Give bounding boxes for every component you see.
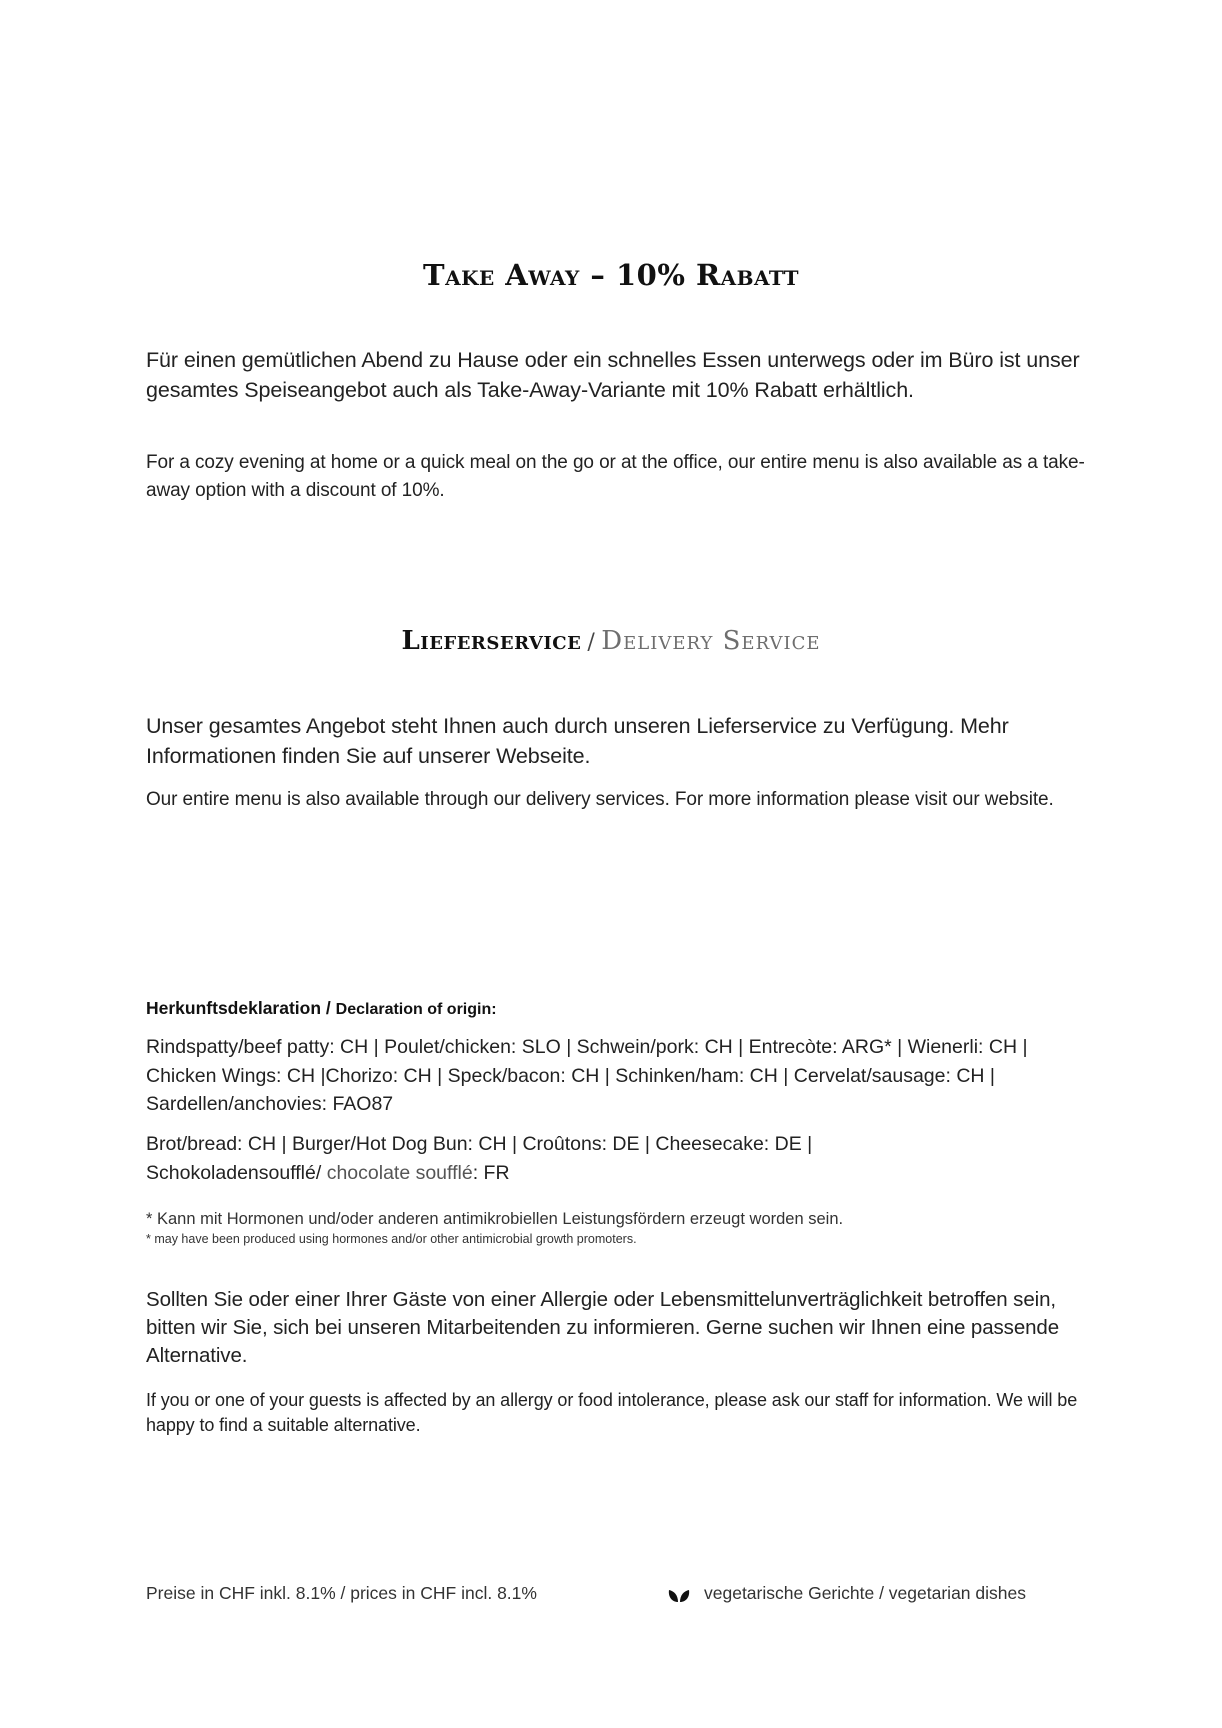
origin-heading [146,998,497,1019]
origin-heading-de: Herkunftsdeklaration / [146,998,331,1018]
origin-other-part3: : FR [472,1161,510,1184]
delivery-heading [0,626,1222,656]
leaf-icon [668,1587,690,1601]
origin-heading-en: Declaration of origin: [335,1001,497,1018]
origin-meat-list: Rindspatty/beef patty: CH | Poulet/chicken: SLO | Schwein/pork: CH | Entrecòte: ARG* | Wienerli: CH | Chicken Wings: CH |Chorizo: CH | Speck/bacon: CH | Schinken/ham: CH | Cervelat/sausage: CH | Sardellen/anchovies: FAO87 [146,1036,1028,1115]
prices-note: Preise in CHF inkl. 8.1% / prices in CHF incl. 8.1% [146,1583,537,1603]
origin-other-list [146,1130,976,1187]
delivery-text-de: Unser gesamtes Angebot steht Ihnen auch durch unseren Lieferservice zu Verfügung. Mehr Informationen finden Sie auf unserer Webseite. [146,714,1009,768]
vegetarian-label: vegetarische Gerichte / vegetarian dishes [704,1583,1026,1603]
allergy-text-en: If you or one of your guests is affected by an allergy or food intolerance, please ask our staff for information. We will be happy to find a suitable alternative. [146,1390,1078,1435]
takeaway-text-en: For a cozy evening at home or a quick meal on the go or at the office, our entire menu is also available as a take-away option with a discount of 10%. [146,452,1085,501]
footnote-de: * Kann mit Hormonen und/oder anderen antimikrobiellen Leistungsfördern erzeugt worden sein. [146,1210,844,1228]
delivery-heading-de: Lieferservice [401,626,582,656]
origin-other-part2: chocolate soufflé [321,1161,473,1184]
heading-separator: / [587,630,596,655]
takeaway-text-de: Für einen gemütlichen Abend zu Hause oder ein schnelles Essen unterwegs oder im Büro ist unser gesamtes Speiseangebot auch als Take-Away-Variante mit 10% Rabatt erhältlich. [146,348,1080,402]
footnote-en: * may have been produced using hormones and/or other antimicrobial growth promoters. [146,1232,637,1246]
delivery-text-en: Our entire menu is also available through our delivery services. For more information please visit our website. [146,789,1054,810]
delivery-heading-en: Delivery Service [601,626,821,656]
allergy-text-de: Sollten Sie oder einer Ihrer Gäste von einer Allergie oder Lebensmittelunverträglichkeit betroffen sein, bitten wir Sie, sich bei unseren Mitarbeitenden zu informieren. Gerne suchen wir Ihnen eine passende Alternative. [146,1288,1060,1367]
takeaway-heading: Take Away – 10% Rabatt [422,258,799,292]
vegetarian-legend [668,1583,1026,1604]
origin-other-part1: Brot/bread: CH | Burger/Hot Dog Bun: CH | Croûtons: DE | Cheesecake: DE | Schokoladensoufflé/ [146,1133,813,1184]
